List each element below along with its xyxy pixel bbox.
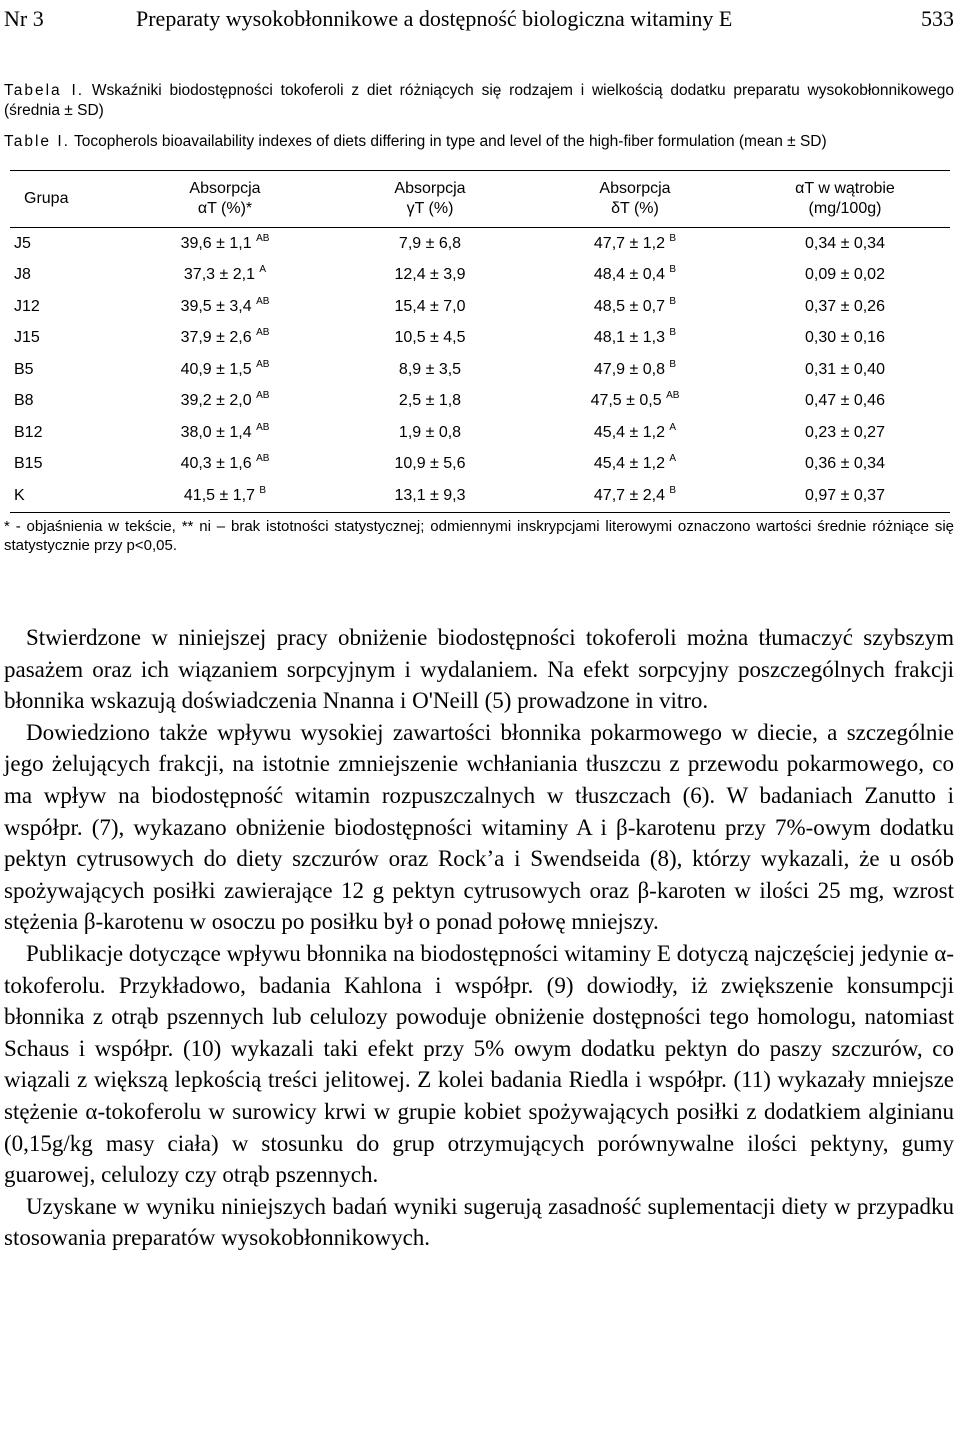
gamma-t-cell — [330, 480, 530, 512]
gamma-t-cell-value: 1,9 ± 0,8 — [398, 423, 462, 441]
gamma-t-cell — [330, 323, 530, 355]
delta-t-cell-value: 47,7 ± 2,4 — [593, 486, 665, 504]
gamma-t-cell — [330, 449, 530, 481]
gamma-t-cell — [330, 291, 530, 323]
gamma-t-cell-value: 10,5 ± 4,5 — [394, 329, 466, 347]
alpha-t-cell — [120, 417, 330, 449]
delta-t-cell-value: 45,4 ± 1,2 — [593, 455, 665, 473]
significance-letter: B — [669, 264, 677, 276]
delta-t-cell — [530, 417, 740, 449]
gamma-t-cell-value: 8,9 ± 3,5 — [398, 360, 462, 378]
gamma-t-cell-value: 7,9 ± 6,8 — [398, 234, 462, 252]
caption-label: Tabela I. — [4, 82, 85, 99]
paragraph: Uzyskane w wyniku niniejszych badań wyniki sugerują zasadność suplementacji diety w przypadku stosowania preparatów wysokobłonnikowych. — [4, 1193, 954, 1251]
significance-letter: AB — [256, 295, 270, 307]
group-cell — [10, 480, 120, 512]
group-cell-value: B5 — [14, 360, 34, 378]
significance-letter: B — [259, 484, 267, 496]
paragraph: Publikacje dotyczące wpływu błonnika na biodostępności witaminy E dotyczą najczęściej jedynie α-tokoferolu. Przykładowo, badania Kahlona i współpr. (9) dowiodły, iż zwiększenie konsumpcji błonnika z otrąb pszennych lub celulozy powoduje obniżenie dostępności tego homologu, natomiast Schaus i współpr. (10) wykazali taki efekt przy 5% owym dodatku pektyn do paszy szczurów, co wiązali z większą lepkością treści jelitowej. Z kolei badania Riedla i współpr. (11) wykazały mniejsze stężenie α-tokoferolu w surowicy krwi w grupie kobiet spożywających posiłki z dodatkiem alginianu (0,15g/kg masy ciała) w stosunku do grup otrzymujących porównywalne ilości pektyny, gumy guarowej, celulozy czy otrąb pszennych. — [4, 940, 954, 1188]
delta-t-cell-value: 48,1 ± 1,3 — [593, 329, 665, 347]
paragraph: Dowiedziono także wpływu wysokiej zawartości błonnika pokarmowego w diecie, a szczególnie jego żelujących frakcji, na istotnie zmniejszenie wchłaniania tłuszczu z przewodu pokarmowego, co ma wpływ na biodostępność witamin rozpuszczalnych w tłuszczach (6). W badaniach Zanutto i współpr. (7), wykazano obniżenie biodostępności witaminy A i β-karotenu przy 7%-owym dodatku pektyn cytrusowych do diety szczurów oraz Rock’a i Swendseida (8), którzy wykazali, że u osób spożywających posiłki zawierające 12 g pektyn cytrusowych oraz β-karoten w ilości 25 mg, wzrost stężenia β-karotenu w osoczu po posiłku był o ponad połowę mniejszy. — [4, 719, 954, 935]
group-cell — [10, 417, 120, 449]
group-cell — [10, 228, 120, 260]
page-number: 533 — [921, 6, 954, 31]
delta-t-cell-value: 47,9 ± 0,8 — [593, 360, 665, 378]
significance-letter: B — [669, 484, 677, 496]
gamma-t-cell-value: 2,5 ± 1,8 — [398, 392, 462, 410]
delta-t-cell — [530, 323, 740, 355]
liver-cell — [740, 323, 950, 355]
delta-t-cell — [530, 228, 740, 260]
alpha-t-cell-value: 37,3 ± 2,1 — [183, 266, 255, 284]
table-caption-polish — [4, 81, 954, 121]
gamma-t-cell — [330, 260, 530, 292]
significance-letter: B — [669, 295, 677, 307]
caption-text: Wskaźniki biodostępności tokoferoli z diet różniących się rodzajem i wielkością dodatku preparatu wysokobłonnikowego (średnia ± SD) — [4, 82, 954, 119]
table-row — [10, 323, 950, 355]
liver-cell-value: 0,31 ± 0,40 — [805, 360, 885, 378]
alpha-t-cell — [120, 260, 330, 292]
liver-cell — [740, 260, 950, 292]
significance-letter: AB — [256, 327, 270, 339]
significance-letter: B — [669, 232, 677, 244]
gamma-t-cell — [330, 228, 530, 260]
significance-letter: A — [669, 453, 677, 465]
significance-letter: B — [669, 358, 677, 370]
table-footnote: * - objaśnienia w tekście, ** ni – brak istotności statystycznej; odmiennymi inskrypcjami literowymi oznaczono wartości średnie różniące się statystycznie przy p<0,05. — [4, 518, 954, 554]
delta-t-cell — [530, 386, 740, 418]
table-header-row — [10, 171, 950, 228]
group-cell-value: J8 — [14, 266, 31, 284]
alpha-t-cell-value: 41,5 ± 1,7 — [183, 486, 255, 504]
significance-letter: AB — [256, 232, 270, 244]
table-row — [10, 449, 950, 481]
alpha-t-cell — [120, 228, 330, 260]
significance-letter: A — [669, 421, 677, 433]
delta-t-cell-value: 45,4 ± 1,2 — [593, 423, 665, 441]
column-header: αT w wątrobie (mg/100g) — [795, 180, 895, 217]
delta-t-cell-value: 48,4 ± 0,4 — [593, 266, 665, 284]
liver-cell-value: 0,36 ± 0,34 — [805, 455, 885, 473]
running-head — [4, 3, 954, 35]
gamma-t-cell-value: 13,1 ± 9,3 — [394, 486, 466, 504]
alpha-t-cell-value: 39,5 ± 3,4 — [180, 297, 252, 315]
alpha-t-cell-value: 38,0 ± 1,4 — [180, 423, 252, 441]
liver-cell — [740, 480, 950, 512]
table-row — [10, 480, 950, 512]
delta-t-cell — [530, 291, 740, 323]
significance-letter: AB — [256, 390, 270, 402]
alpha-t-cell-value: 40,3 ± 1,6 — [180, 455, 252, 473]
alpha-t-cell — [120, 323, 330, 355]
delta-t-cell-value: 47,5 ± 0,5 — [590, 392, 662, 410]
alpha-t-cell — [120, 386, 330, 418]
alpha-t-cell — [120, 480, 330, 512]
alpha-t-cell-value: 37,9 ± 2,6 — [180, 329, 252, 347]
group-cell-value: B15 — [14, 455, 43, 473]
table-row — [10, 291, 950, 323]
gamma-t-cell-value: 15,4 ± 7,0 — [394, 297, 466, 315]
alpha-t-cell — [120, 354, 330, 386]
group-cell — [10, 386, 120, 418]
liver-cell — [740, 291, 950, 323]
group-cell — [10, 323, 120, 355]
table-row — [10, 417, 950, 449]
delta-t-cell — [530, 480, 740, 512]
group-cell-value: B8 — [14, 392, 34, 410]
gamma-t-cell — [330, 417, 530, 449]
caption-label: Table I. — [4, 133, 70, 150]
group-cell-value: J5 — [14, 234, 31, 252]
issue-number: Nr 3 — [4, 6, 44, 31]
liver-cell-value: 0,23 ± 0,27 — [805, 423, 885, 441]
bioavailability-table — [10, 170, 950, 513]
delta-t-cell — [530, 449, 740, 481]
group-cell — [10, 354, 120, 386]
gamma-t-cell-value: 12,4 ± 3,9 — [394, 266, 466, 284]
liver-cell-value: 0,30 ± 0,16 — [805, 329, 885, 347]
table-row — [10, 386, 950, 418]
delta-t-cell-value: 47,7 ± 1,2 — [593, 234, 665, 252]
table-row — [10, 228, 950, 260]
group-cell — [10, 449, 120, 481]
group-cell-value: B12 — [14, 423, 43, 441]
table-row — [10, 260, 950, 292]
liver-cell-value: 0,09 ± 0,02 — [805, 266, 885, 284]
gamma-t-cell — [330, 386, 530, 418]
significance-letter: AB — [256, 358, 270, 370]
gamma-t-cell-value: 10,9 ± 5,6 — [394, 455, 466, 473]
significance-letter: B — [669, 327, 677, 339]
table-row — [10, 354, 950, 386]
delta-t-cell — [530, 354, 740, 386]
liver-cell — [740, 354, 950, 386]
alpha-t-cell-value: 40,9 ± 1,5 — [180, 360, 252, 378]
column-header: Grupa — [24, 190, 69, 207]
group-cell — [10, 291, 120, 323]
group-cell-value: K — [14, 486, 25, 504]
liver-cell-value: 0,34 ± 0,34 — [805, 234, 885, 252]
column-header: Absorpcja γT (%) — [394, 180, 466, 217]
group-cell-value: J15 — [14, 329, 40, 347]
delta-t-cell — [530, 260, 740, 292]
liver-cell-value: 0,97 ± 0,37 — [805, 486, 885, 504]
significance-letter: AB — [256, 421, 270, 433]
column-header: Absorpcja δT (%) — [599, 180, 671, 217]
group-cell — [10, 260, 120, 292]
significance-letter: AB — [666, 390, 680, 402]
alpha-t-cell — [120, 291, 330, 323]
paragraph: Stwierdzone w niniejszej pracy obniżenie biodostępności tokoferoli można tłumaczyć szybszym pasażem oraz ich wiązaniem sorpcyjnym i wydalaniem. Na efekt sorpcyjny poszczególnych frakcji błonnika wskazują doświadczenia Nnanna i O'Neill (5) prowadzone in vitro. — [4, 625, 954, 714]
liver-cell-value: 0,47 ± 0,46 — [805, 392, 885, 410]
gamma-t-cell — [330, 354, 530, 386]
running-title: Preparaty wysokobłonnikowe a dostępność biologiczna witaminy E — [136, 6, 733, 31]
liver-cell — [740, 449, 950, 481]
body-text — [4, 622, 954, 1254]
alpha-t-cell — [120, 449, 330, 481]
caption-text: Tocopherols bioavailability indexes of diets differing in type and level of the high-fiber formulation (mean ± SD) — [69, 133, 827, 150]
liver-cell — [740, 386, 950, 418]
significance-letter: A — [259, 264, 267, 276]
liver-cell — [740, 228, 950, 260]
column-header: Absorpcja αT (%)* — [189, 180, 261, 217]
delta-t-cell-value: 48,5 ± 0,7 — [593, 297, 665, 315]
group-cell-value: J12 — [14, 297, 40, 315]
alpha-t-cell-value: 39,2 ± 2,0 — [180, 392, 252, 410]
liver-cell-value: 0,37 ± 0,26 — [805, 297, 885, 315]
alpha-t-cell-value: 39,6 ± 1,1 — [180, 234, 252, 252]
table-caption-english — [4, 132, 954, 152]
significance-letter: AB — [256, 453, 270, 465]
liver-cell — [740, 417, 950, 449]
